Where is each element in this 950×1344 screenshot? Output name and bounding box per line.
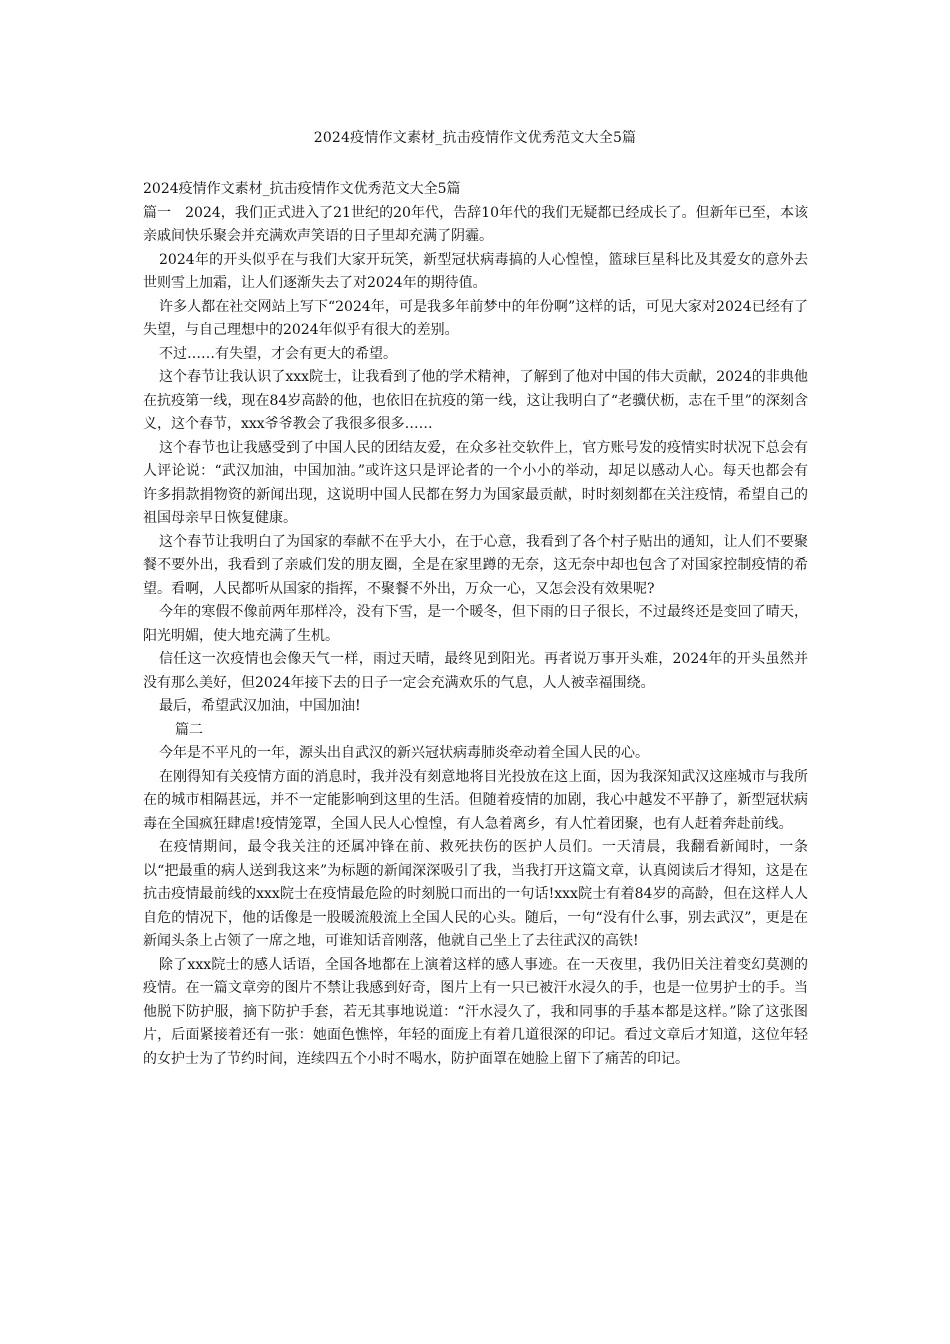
paragraph: 在疫情期间，最令我关注的还属冲锋在前、救死扶伤的医护人员们。一天清晨，我翻看新闻时，一条以“把最重的病人送到我这来”为标题的新闻深深吸引了我，当我打开这篇文章，认真阅读后才得知，这是在抗击疫情最前线的xxx院士在疫情最危险的时刻脱口而出的一句话!xxx院士有着84岁的高龄，但在这样人人自危的情况下，他的话像是一股暖流般流上全国人民的心头。随后，一句“没有什么事，别去武汉”，更是在新闻头条上占领了一席之地，可谁知话音刚落，他就自己坐上了去往武汉的高铁! xyxy=(143,839,808,949)
paragraph: 今年的寒假不像前两年那样冷，没有下雪，是一个暖冬，但下雨的日子很长，不过最终还是变回了晴天，阳光明媚，使大地充满了生机。 xyxy=(143,604,808,644)
paragraph: 2024疫情作文素材_抗击疫情作文优秀范文大全5篇 xyxy=(143,181,461,197)
section-heading: 篇二 xyxy=(175,721,203,738)
paragraph: 今年是不平凡的一年，源头出自武汉的新兴冠状病毒肺炎牵动着全国人民的心。 xyxy=(159,745,649,761)
paragraph: 信任这一次疫情也会像天气一样，雨过天晴，最终见到阳光。再者说万事开头难，2024年的开头虽然并没有那么美好，但2024年接下去的日子一定会充满欢乐的气息，人人被幸福围绕。 xyxy=(143,651,808,691)
paragraph: 除了xxx院士的感人话语，全国各地都在上演着这样的感人事迹。在一天夜里，我仍旧关注着变幻莫测的疫情。在一篇文章旁的图片不禁让我感到好奇，图片上有一只已被汗水浸久的手，也是一位男护士的手。当他脱下防护服，摘下防护手套，若无其事地说道：“汗水浸久了，我和同事的手基本都是这样。”除了这张图片，后面紧接着还有一张：她面色憔悴，年轻的面庞上有着几道很深的印记。看过文章后才知道，这位年轻的女护士为了节约时间，连续四五个小时不喝水，防护面罩在她脸上留下了痛苦的印记。 xyxy=(143,956,808,1067)
paragraph: 这个春节让我认识了xxx院士，让我看到了他的学术精神，了解到了他对中国的伟大贡献，2024的非典他在抗疫第一线，现在84岁高龄的他，也依旧在抗疫的第一线，这让我明白了“老骥伏枥，志在千里”的深刻含义，这个春节，xxx爷爷教会了我很多很多…… xyxy=(143,369,808,432)
document-title: 2024疫情作文素材_抗击疫情作文优秀范文大全5篇 xyxy=(313,130,637,146)
document-body xyxy=(143,178,808,1071)
paragraph: 2024年的开头似乎在与我们大家开玩笑，新型冠状病毒搞的人心惶惶，篮球巨星科比及其爱女的意外去世则雪上加霜，让人们逐渐失去了对2024年的期待值。 xyxy=(143,251,808,291)
paragraph: 在刚得知有关疫情方面的消息时，我并没有刻意地将目光投放在这上面，因为我深知武汉这座城市与我所在的城市相隔甚远，并不一定能影响到这里的生活。但随着疫情的加剧，我心中越发不平静了，新型冠状病毒在全国疯狂肆虐!疫情笼罩，全国人民人心惶惶，有人急着离乡，有人忙着团聚，也有人赶着奔赴前线。 xyxy=(143,768,808,832)
paragraph: 许多人都在社交网站上写下“2024年，可是我多年前梦中的年份啊”这样的话，可见大家对2024已经有了失望，与自己理想中的2024年似乎有很大的差别。 xyxy=(143,298,808,338)
paragraph: 篇一 2024，我们正式进入了21世纪的20年代，告辞10年代的我们无疑都已经成长了。但新年已至，本该亲戚间快乐聚会并充满欢声笑语的日子里却充满了阴霾。 xyxy=(143,204,808,244)
paragraph: 不过……有失望，才会有更大的希望。 xyxy=(159,345,397,362)
paragraph: 最后，希望武汉加油，中国加油! xyxy=(159,698,361,714)
paragraph: 这个春节也让我感受到了中国人民的团结友爱，在众多社交软件上，官方账号发的疫情实时状况下总会有人评论说：“武汉加油，中国加油。”或许这只是评论者的一个小小的举动，却足以感动人心。每天也都会有许多捐款捐物资的新闻出现，这说明中国人民都在努力为国家最贡献，时时刻刻都在关注疫情，希望自己的祖国母亲早日恢复健康。 xyxy=(143,439,808,526)
paragraph: 这个春节让我明白了为国家的奉献不在乎大小，在于心意，我看到了各个村子贴出的通知，让人们不要聚餐不要外出，我看到了亲戚们发的朋友圈，全是在家里蹲的无奈，这无奈中却也包含了对国家控制疫情的希望。看啊，人民都听从国家的指挥，不聚餐不外出，万众一心，又怎会没有效果呢? xyxy=(143,533,808,597)
